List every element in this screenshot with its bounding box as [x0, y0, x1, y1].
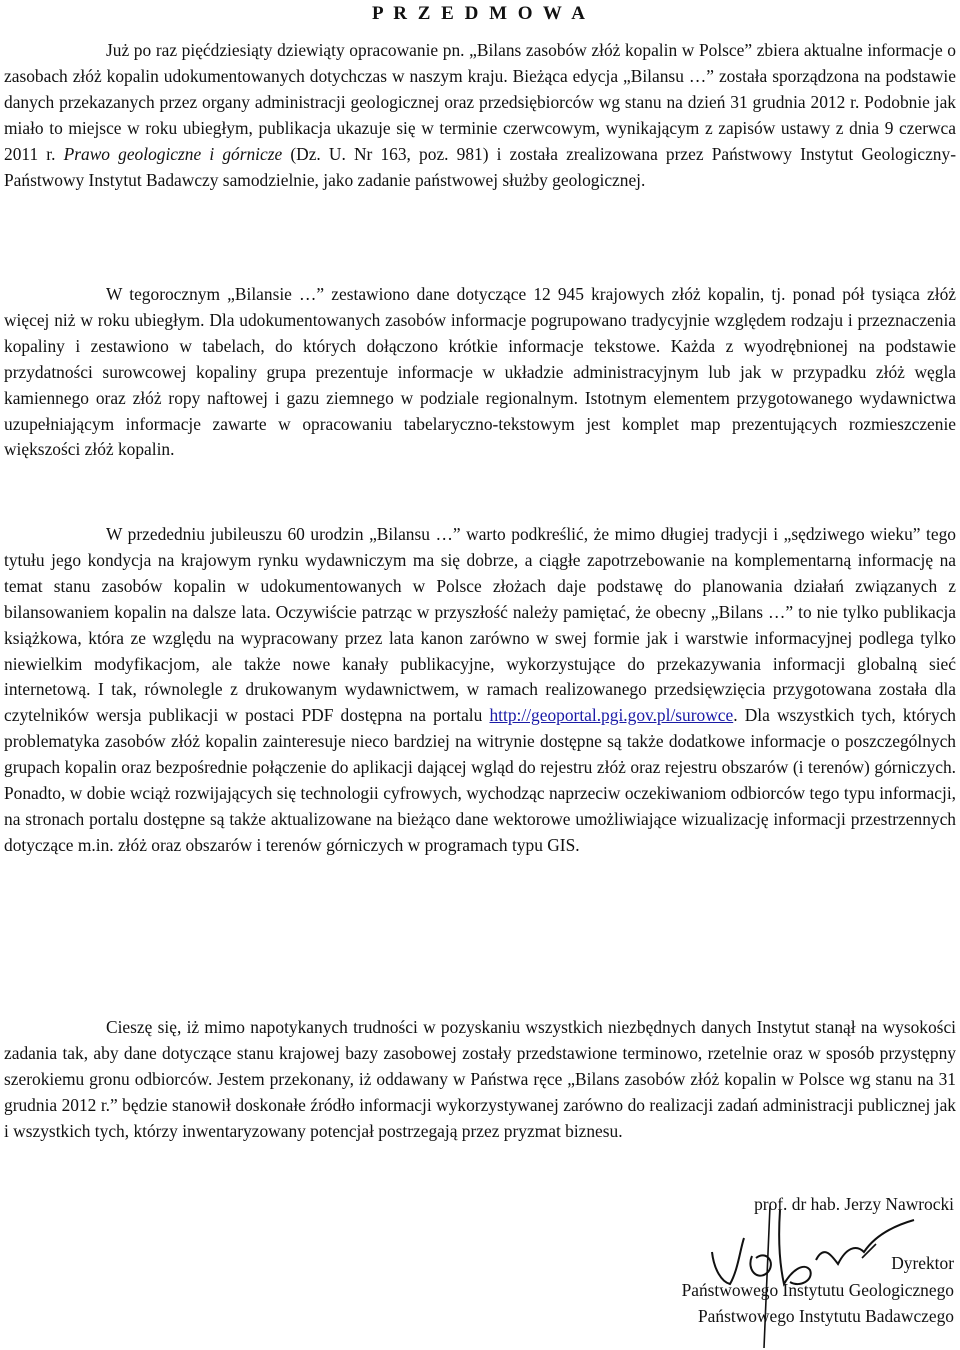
paragraph-1-text-a: Już po raz pięćdziesiąty dziewiąty opracowanie pn. „Bilans zasobów złóż kopalin w Polsce” zbiera aktualne informacje o zasobach złóż kopalin udokumentowanych dotychczas w naszym kraju. Bieżąca edycja „Bilansu …” została sporządzona na podstawie danych przekazanych przez organy administracji geologicznej oraz przedsiębiorców wg stanu na dzień 31 grudnia 2012 r. Podobnie jak miało to miejsce w roku ubiegłym, publikacja ukazuje się w terminie czerwcowym, wynikającym z zapisów ustawy z dnia 9 czerwca 2011 r. — [4, 40, 956, 164]
paragraph-3-text-b: . Dla wszystkich tych, których problematyka zasobów złóż kopalin zainteresuje nieco bardziej na witrynie dostępne są także dodatkowe informacje o poszczególnych grupach kopalin oraz bezpośrednie połączenie do aplikacji dającej wgląd do rejestru złóż oraz rejestru obszarów (i terenów) górniczych. Ponadto, w dobie wciąż rozwijających się technologii cyfrowych, wychodząc naprzeciw oczekiwaniom odbiorców tego typu informacji, na stronach portalu dostępne są także aktualizowane na bieżąco dane wektorowe umożliwiające wizualizację informacji przestrzennych dotyczące m.in. złóż oraz obszarów i terenów górniczych w programach typu GIS. — [4, 705, 956, 855]
paragraph-3-text-a: W przededniu jubileuszu 60 urodzin „Bilansu …” warto podkreślić, że mimo długiej tradycji i „sędziwego wieku” tego tytułu jego kondycja na krajowym rynku wydawniczym ma się dobrze, a ciągłe zapotrzebowanie na komplementarną informację na temat stanu zasobów kopalin w udokumentowanych w Polsce złożach daje podstawę do planowania działań związanych z bilansowaniem kopalin na dalsze lata. Oczywiście patrząc w przyszłość należy pamiętać, że obecny „Bilans …” to nie tylko publikacja książkowa, która ze względu na wypracowany przez lata kanon zarówno w swej formie jak i warstwie informacyjnej podlega tylko niewielkim modyfikacjom, ale także nowe kanały publikacyjne, wykorzystujące do przekazywania informacji globalną sieć internetową. I tak, równolegle z drukowanym wydawnictwem, w ramach realizowanego przedsięwzięcia przygotowana została dla czytelników wersja publikacji w postaci PDF dostępna na portalu — [4, 524, 956, 726]
page-title: P R Z E D M O W A — [371, 3, 589, 24]
law-title-italic: Prawo geologiczne i górnicze — [63, 143, 283, 164]
signatory-institution-2: Państwowego Instytutu Badawczego — [698, 1306, 954, 1326]
signatory-name: prof. dr hab. Jerzy Nawrocki — [754, 1194, 954, 1214]
signatory-role: Dyrektor — [891, 1253, 954, 1273]
portal-link[interactable]: http://geoportal.pgi.gov.pl/surowce — [489, 705, 734, 726]
paragraph-3 — [4, 522, 956, 859]
paragraph-4: Cieszę się, iż mimo napotykanych trudności w pozyskaniu wszystkich niezbędnych danych Instytut stanął na wysokości zadania tak, aby dane dotyczące stanu krajowej bazy zasobowej zostały przedstawione terminowo, rzetelnie oraz w sposób przystępny szerokiemu gronu odbiorców. Jestem przekonany, iż oddawany w Państwa ręce „Bilans zasobów złóż kopalin w Polsce wg stanu na 31 grudnia 2012 r.” będzie stanowił doskonałe źródło informacji wykorzystywanej zarówno do realizacji zadań administracji publicznej jak i wszystkich tych, którzy inwentaryzowany potencjał postrzegają przez pryzmat biznesu. — [4, 1017, 956, 1141]
paragraph-2: W tegorocznym „Bilansie …” zestawiono dane dotyczące 12 945 krajowych złóż kopalin, tj. ponad pół tysiąca złóż więcej niż w roku ubiegłym. Dla udokumentowanych zasobów informacje pogrupowano tradycyjnie względem rodzaju i przeznaczenia kopaliny i zestawiono w tabelach, do których dołączono krótkie informacje tekstowe. Każda z wyodrębnionej na podstawie przydatności surowcowej kopaliny grupa prezentuje informacje w układzie administracyjnym lub jak w przypadku złóż węgla kamiennego oraz złóż ropy naftowej i gazu ziemnego w podziale regionalnym. Istotnym elementem przygotowanego wydawnictwa uzupełniającym informacje zawarte w opracowaniu tabelaryczno-tekstowym jest komplet map prezentujących rozmieszczenie większości złóż kopalin. — [4, 284, 956, 460]
paragraph-1 — [4, 38, 956, 193]
signatory-institution-1: Państwowego Instytutu Geologicznego — [681, 1280, 954, 1300]
handwritten-signature — [700, 1200, 930, 1350]
paragraph-1-text-b: (Dz. U. Nr 163, poz. 981) i została zrealizowana przez Państwowy Instytut Geologiczny-Państwowy Instytut Badawczy samodzielnie, jako zadanie państwowej służby geologicznej. — [4, 143, 956, 190]
